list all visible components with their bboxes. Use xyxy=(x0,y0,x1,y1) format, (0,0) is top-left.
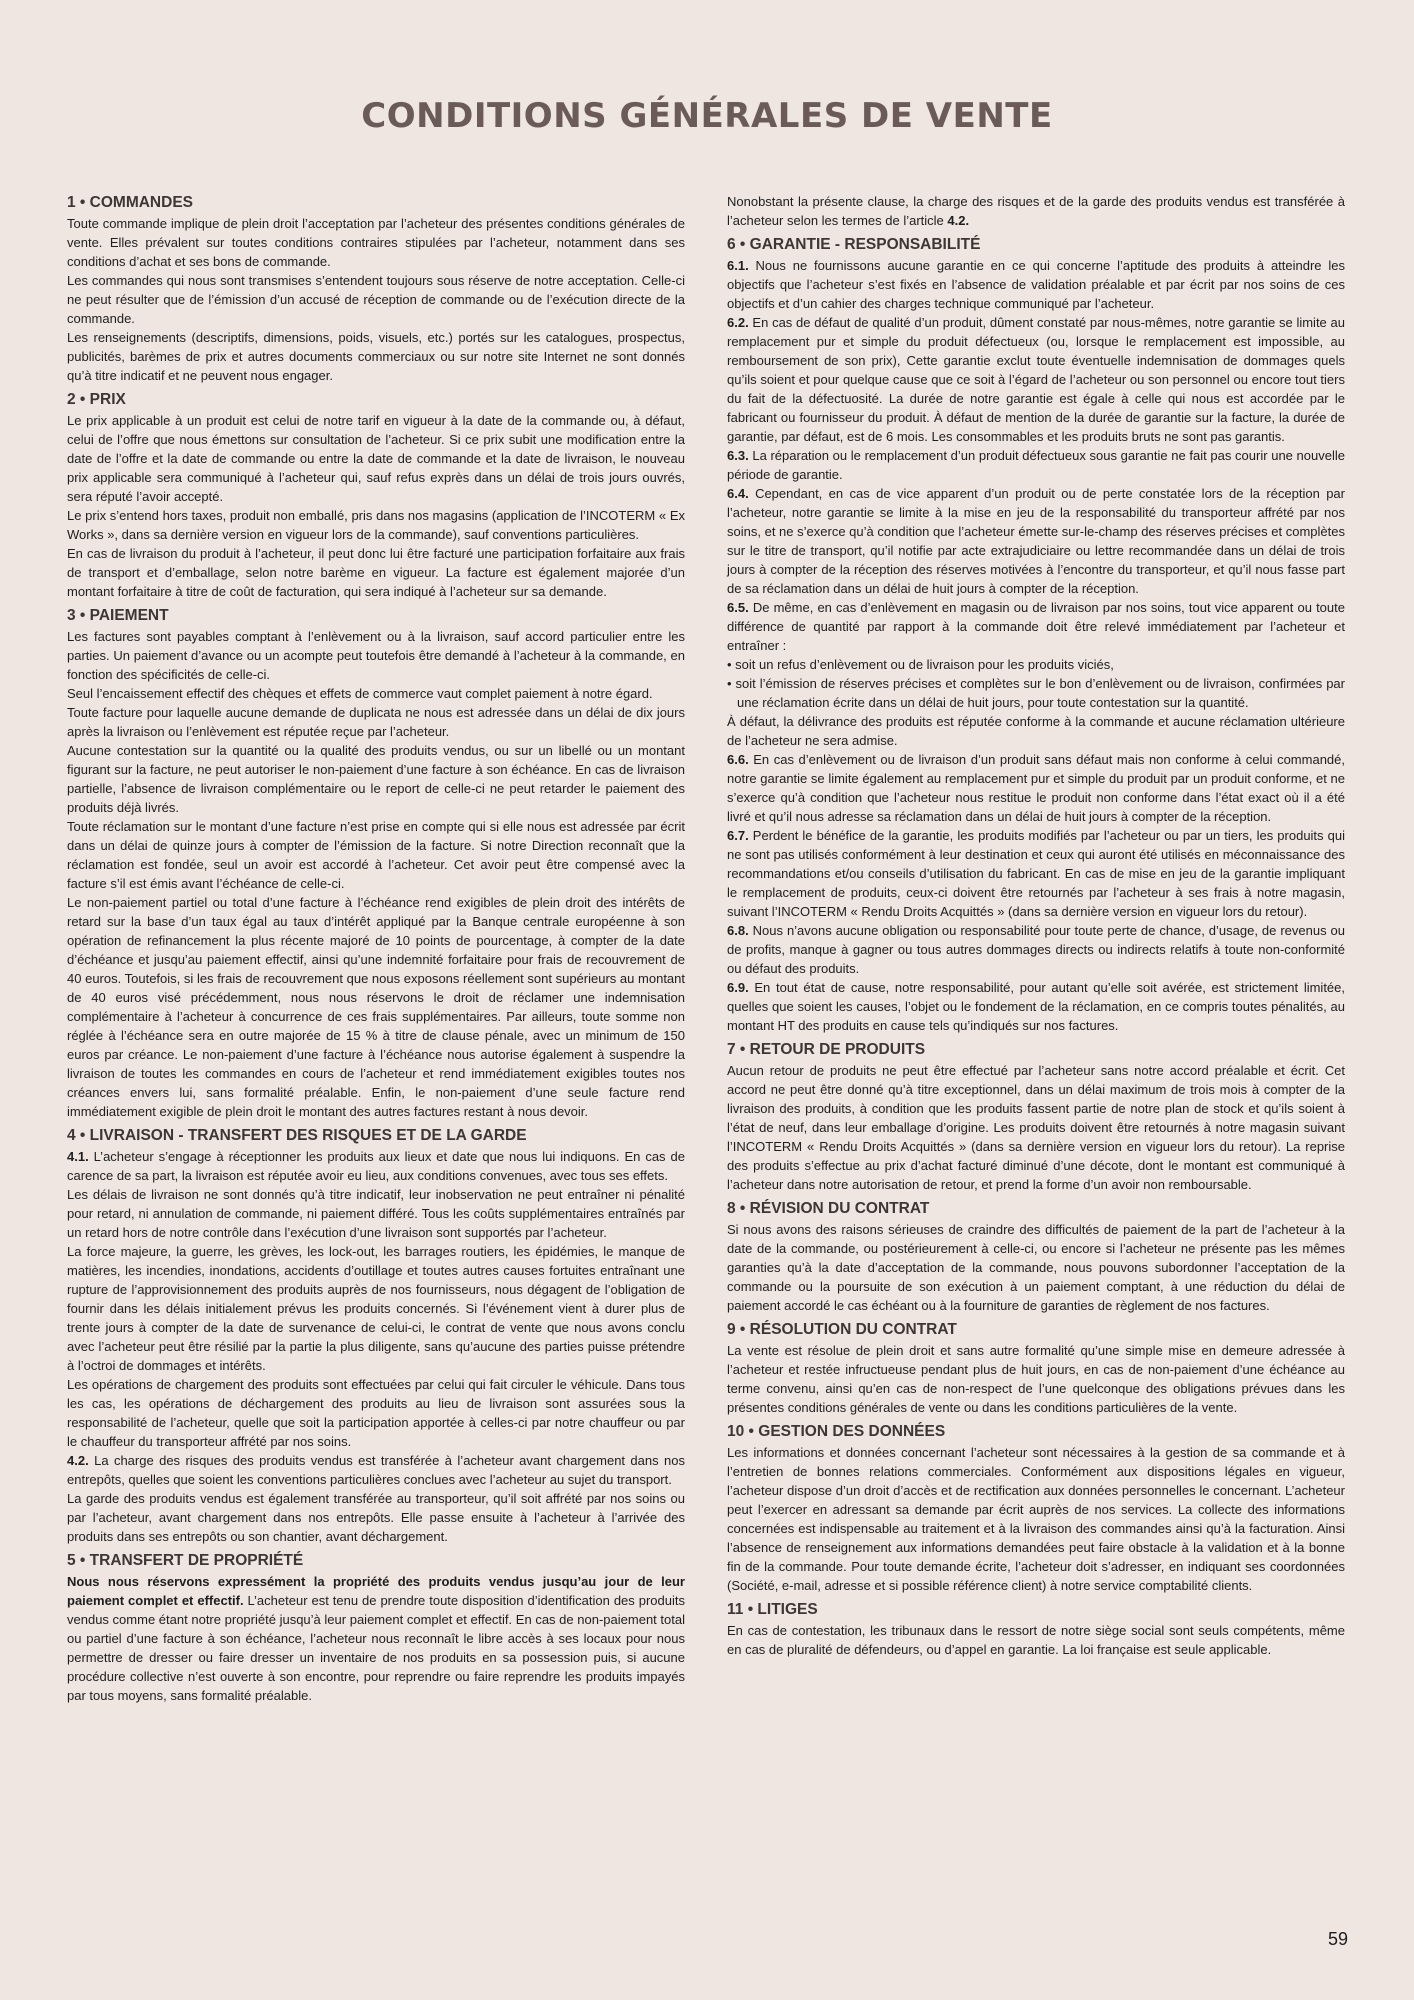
paragraph xyxy=(67,1451,685,1489)
paragraph: À défaut, la délivrance des produits est réputée conforme à la commande et aucune réclamation ultérieure de l’acheteur ne sera admise. xyxy=(727,714,1345,748)
clause-number: 6.3. xyxy=(727,448,749,463)
clause-text: Nous ne fournissons aucune garantie en ce qui concerne l’aptitude des produits à atteindre les objectifs que l’acheteur s’est fixés en l’absence de validation préalable et par écrit par nos soins de ces objectifs et d’un cahier des charges technique communiqué par l’acheteur. xyxy=(727,258,1345,311)
paragraph: Les opérations de chargement des produits sont effectuées par celui qui fait circuler le véhicule. Dans tous les cas, les opérations de déchargement des produits au lieu de livraison sont assurées sous la responsabilité de l’acheteur, quelle que soit la participation apportée à celles-ci par notre chauffeur ou par le chauffeur du transporteur affrété par nos soins. xyxy=(67,1377,685,1449)
clause-text: La charge des risques des produits vendus est transférée à l’acheteur avant chargement dans nos entrepôts, quelles que soient les conventions particulières conclues avec l’acheteur au sujet du transport. xyxy=(67,1453,685,1487)
section-heading-prix: 2 • PRIX xyxy=(67,391,126,408)
paragraph: Les délais de livraison ne sont donnés qu’à titre indicatif, leur inobservation ne peut entraîner ni pénalité pour retard, ni annulation de commande, ni paiement différé. Tous les coûts supplémentaires entraînés par un retard hors de notre contrôle dans l’exécution d’une livraison sont supportés par l’acheteur. xyxy=(67,1187,685,1240)
clause-number: 6.1. xyxy=(727,258,749,273)
page-title: CONDITIONS GÉNÉRALES DE VENTE xyxy=(361,96,1053,136)
clause-text: L’acheteur est tenu de prendre toute disposition d’identification des produits vendus comme étant notre propriété jusqu’à leur paiement complet et effectif. En cas de non-paiement total ou partiel d’une facture à son échéance, l’acheteur nous reconnaît le libre accès à ses locaux pour nous permettre de dresser ou faire dresser un inventaire de nos produits en sa possession puis, si aucune procédure collective n’est ouverte à son encontre, pour reprendre ou faire reprendre les produits impayés par tous moyens, sans formalité préalable. xyxy=(67,1593,685,1703)
paragraph xyxy=(727,446,1345,484)
clause-number: 4.1. xyxy=(67,1149,89,1164)
clause-text: Cependant, en cas de vice apparent d’un produit ou de perte constatée lors de la réception par l’acheteur, notre garantie se limite à la mise en jeu de la responsabilité du transporteur affrété par nos soins, et ne s’exerce qu’à condition que l’acheteur émette sur-le-champ des réserves précises et complètes sur le titre de transport, qu’il notifie par acte extrajudiciaire ou lettre recommandée dans un délai de trois jours à compter de la réception des réserves motivées à l’encontre du transporteur, et qu’il nous fasse part de sa réclamation dans un délai de huit jours à compter de la réception. xyxy=(727,486,1345,596)
list-item: • soit l’émission de réserves précises et complètes sur le bon d’enlèvement ou de livraison, confirmées par une réclamation écrite dans un délai de huit jours, pour toute contestation sur la quantité. xyxy=(727,676,1345,710)
paragraph: La force majeure, la guerre, les grèves, les lock-out, les barrages routiers, les épidémies, le manque de matières, les incendies, inondations, accidents d’outillage et toutes autres causes fortuites entraînant une rupture de l’approvisionnement des produits auprès de nos fournisseurs, nous dégagent de l’obligation de fournir dans les délais initialement prévus les produits concernés. Si l’événement vient à durer plus de trente jours à compter de la date de survenance de celui-ci, le contrat de vente que nous avons conclu avec l’acheteur peut être résilié par la partie la plus diligente, sans qu’aucune des parties puisse prétendre à l’octroi de dommages et intérêts. xyxy=(67,1244,685,1373)
paragraph: Le prix s’entend hors taxes, produit non emballé, pris dans nos magasins (application de l’INCOTERM « Ex Works », dans sa dernière version en vigueur lors de la commande), sauf conventions particulières. xyxy=(67,508,685,542)
clause-text: En tout état de cause, notre responsabilité, pour autant qu’elle soit avérée, est strictement limitée, quelles que soient les causes, l’objet ou le fondement de la réclamation, en ce compris toutes pénalités, au montant HT des produits en cause tels qu’indiqués sur nos factures. xyxy=(727,980,1345,1033)
paragraph: Aucune contestation sur la quantité ou la qualité des produits vendus, ou sur un libellé ou un montant figurant sur la facture, ne peut autoriser le non-paiement d’une facture à son échéance. En cas de livraison partielle, l’absence de livraison complémentaire ou le report de celle-ci ne peut retarder le paiement des produits déjà livrés. xyxy=(67,743,685,815)
clause-number: 4.2. xyxy=(67,1453,89,1468)
clause-number: 6.5. xyxy=(727,600,749,615)
section-heading-transfert-propriete: 5 • TRANSFERT DE PROPRIÉTÉ xyxy=(67,1552,304,1569)
section-heading-paiement: 3 • PAIEMENT xyxy=(67,607,169,624)
section-heading-litiges: 11 • LITIGES xyxy=(727,1601,818,1618)
paragraph xyxy=(727,921,1345,978)
clause-text: En cas d’enlèvement ou de livraison d’un produit sans défaut mais non conforme à celui commandé, notre garantie se limite également au remplacement pur et simple du produit par un produit conforme, et ne s’exerce qu’à condition que l’acheteur nous restitue le produit non conforme dans l’état exact où il a été livré et qu’il nous adresse sa réclamation dans un délai de huit jours à compter de la réception. xyxy=(727,752,1345,824)
clause-text: De même, en cas d’enlèvement en magasin ou de livraison par nos soins, tout vice apparent ou toute différence de quantité par rapport à la commande doit être relevé immédiatement par l’acheteur et entraîner : xyxy=(727,600,1345,653)
clause-text: Nous n’avons aucune obligation ou responsabilité pour toute perte de chance, d’usage, de revenus ou de profits, manque à gagner ou tous autres dommages directs ou indirects relatifs à toute non-conformité ou défaut des produits. xyxy=(727,923,1345,976)
clause-number: 6.4. xyxy=(727,486,749,501)
paragraph: Toute réclamation sur le montant d’une facture n’est prise en compte qui si elle nous est adressée par écrit dans un délai de quinze jours à compter de l’émission de la facture. Si notre Direction reconnaît que la réclamation est fondée, seul un avoir est accordé à l’acheteur. Cet avoir peut être compensé avec la facture s’il est émis avant l’échéance de celle-ci. xyxy=(67,819,685,891)
paragraph: La garde des produits vendus est également transférée au transporteur, qu’il soit affrété par nos soins ou par l’acheteur, avant chargement dans nos entrepôts. Elle passe ensuite à l’acheteur à l’arrivée des produits dans ses entrepôts ou son chantier, avant déchargement. xyxy=(67,1491,685,1544)
paragraph: La vente est résolue de plein droit et sans autre formalité qu’une simple mise en demeure adressée à l’acheteur et restée infructueuse pendant plus de huit jours, en cas de non-paiement d’une échéance au terme convenu, ainsi qu’en cas de non-respect de l’une quelconque des obligations prévues dans les présentes conditions générales de vente ou dans les conditions particulières de la vente. xyxy=(727,1343,1345,1415)
paragraph: Toute facture pour laquelle aucune demande de duplicata ne nous est adressée dans un délai de dix jours après la livraison ou l’enlèvement est réputée reçue par l’acheteur. xyxy=(67,705,685,739)
clause-text: Nonobstant la présente clause, la charge des risques et de la garde des produits vendus est transférée à l’acheteur selon les termes de l’article xyxy=(727,194,1345,228)
paragraph xyxy=(727,750,1345,826)
section-heading-livraison: 4 • LIVRAISON - TRANSFERT DES RISQUES ET DE LA GARDE xyxy=(67,1127,527,1144)
paragraph: Toute commande implique de plein droit l’acceptation par l’acheteur des présentes conditions générales de vente. Elles prévalent sur toutes conditions contraires stipulées par l’acheteur, notamment dans ses conditions d’achat et ses bons de commande. xyxy=(67,216,685,269)
paragraph xyxy=(727,598,1345,655)
clause-text: La réparation ou le remplacement d’un produit défectueux sous garantie ne fait pas courir une nouvelle période de garantie. xyxy=(727,448,1345,482)
paragraph xyxy=(727,313,1345,446)
paragraph xyxy=(727,826,1345,921)
paragraph xyxy=(727,978,1345,1035)
section-heading-garantie: 6 • GARANTIE - RESPONSABILITÉ xyxy=(727,236,981,253)
bold-statement: Nous nous réservons expressément la propriété des produits vendus jusqu’au jour de leur paiement complet et effectif. xyxy=(67,1574,685,1608)
section-heading-revision: 8 • RÉVISION DU CONTRAT xyxy=(727,1200,930,1217)
list-item: • soit un refus d’enlèvement ou de livraison pour les produits viciés, xyxy=(727,657,1114,672)
paragraph xyxy=(727,256,1345,313)
paragraph xyxy=(67,1572,685,1705)
paragraph xyxy=(67,1147,685,1185)
paragraph: Le prix applicable à un produit est celui de notre tarif en vigueur à la date de la commande ou, à défaut, celui de l’offre que nous émettons sur consultation de l’acheteur. Si ce prix subit une modification entre la date de l’offre et la date de commande ou entre la date de commande et la date de livraison, le nouveau prix applicable sera communiqué à l’acheteur qui, sauf refus exprès dans un délai de trois jours ouvrés, sera réputé l’avoir accepté. xyxy=(67,413,685,504)
right-column xyxy=(727,192,1345,1659)
clause-text: Perdent le bénéfice de la garantie, les produits modifiés par l’acheteur ou par un tiers, les produits qui ne sont pas utilisés conformément à leur destination et ceux qui auront été utilisés en méconnaissance des recommandations et/ou conseils d’utilisation du fabricant. En cas de mise en jeu de la garantie impliquant le remplacement de produits, ceux-ci doivent être retournés par l’acheteur à ses frais à notre magasin, suivant l’INCOTERM « Rendu Droits Acquittés » (dans sa dernière version en vigueur lors du retour). xyxy=(727,828,1345,919)
paragraph: Les commandes qui nous sont transmises s’entendent toujours sous réserve de notre acceptation. Celle-ci ne peut résulter que de l’émission d’un accusé de réception de commande ou de l’exécution directe de la commande. xyxy=(67,273,685,326)
clause-number: 6.9. xyxy=(727,980,749,995)
clause-number: 6.8. xyxy=(727,923,749,938)
paragraph: Aucun retour de produits ne peut être effectué par l’acheteur sans notre accord préalable et écrit. Cet accord ne peut être donné qu’à titre exceptionnel, dans un délai maximum de trois mois à compter de la livraison des produits, à condition que les produits fassent partie de notre plan de stock et qu’ils soient à l’état de neuf, dans leur emballage d’origine. Les produits doivent être retournés à notre magasin suivant l’INCOTERM « Rendu Droits Acquittés » (dans sa dernière version en vigueur lors du retour). La reprise des produits s’effectue au prix d’achat facturé diminué d’une décote, dont le montant est communiqué à l’acheteur dans notre autorisation de retour, et prend la forme d’un avoir non remboursable. xyxy=(727,1063,1345,1192)
bullet-list xyxy=(727,655,1345,712)
paragraph: En cas de contestation, les tribunaux dans le ressort de notre siège social sont seuls compétents, même en cas de pluralité de défendeurs, ou d’appel en garantie. La loi française est seule applicable. xyxy=(727,1623,1345,1657)
clause-number: 6.6. xyxy=(727,752,749,767)
page-number: 59 xyxy=(1327,1929,1348,1949)
clause-text: L’acheteur s’engage à réceptionner les produits aux lieux et date que nous lui indiquons. En cas de carence de sa part, la livraison est réputée avoir eu lieu, aux conditions convenues, avec tous ses effets. xyxy=(67,1149,685,1183)
paragraph: Les informations et données concernant l’acheteur sont nécessaires à la gestion de sa commande et à l’entretien de bonnes relations commerciales. Conformément aux dispositions légales en vigueur, l’acheteur dispose d’un droit d’accès et de rectification aux données personnelles le concernant. L’acheteur peut l’exercer en adressant sa demande par écrit auprès de nos services. La collecte des informations concernées est indispensable au traitement et à la livraison des commandes ainsi qu’à la facturation. Ainsi l’absence de renseignement aux informations demandées peut faire obstacle à la validation et à la bonne fin de la commande. Pour toute demande écrite, l’acheteur doit s’adresser, en indiquant ses coordonnées (Société, e-mail, adresse et si possible référence client) à notre service comptabilité clients. xyxy=(727,1445,1345,1593)
paragraph xyxy=(727,484,1345,598)
paragraph: Seul l’encaissement effectif des chèques et effets de commerce vaut complet paiement à notre égard. xyxy=(67,686,653,701)
clause-number: 6.7. xyxy=(727,828,749,843)
article-reference: 4.2. xyxy=(947,213,970,228)
section-heading-commandes: 1 • COMMANDES xyxy=(67,194,193,211)
left-column xyxy=(67,192,685,1705)
paragraph: Si nous avons des raisons sérieuses de craindre des difficultés de paiement de la part de l’acheteur à la date de la commande, ou postérieurement à celle-ci, ou encore si l’acheteur ne présente pas les mêmes garanties qu’à la date d’acceptation de la commande, nous pouvons subordonner l’acceptation de la commande ou la poursuite de son exécution à un paiement comptant, à une réduction du délai de paiement accordé le cas échéant ou à la fourniture de garanties de règlement de nos factures. xyxy=(727,1222,1345,1313)
section-heading-retour: 7 • RETOUR DE PRODUITS xyxy=(727,1041,926,1058)
paragraph xyxy=(727,192,1345,230)
clause-text: En cas de défaut de qualité d’un produit, dûment constaté par nous-mêmes, notre garantie se limite au remplacement pur et simple du produit défectueux (ou, lorsque le remplacement est impossible, au remboursement de son prix), Cette garantie exclut toute éventuelle indemnisation de dommages quels qu’ils soient et pour quelque cause que ce soit à l’égard de l’acheteur ou son personnel ou encore tout tiers du fait de la défectuosité. La durée de notre garantie est égale à celle qui nous est accordée par le fabricant ou fournisseur du produit. À défaut de mention de la durée de garantie sur la facture, la durée de garantie, par défaut, est de 6 mois. Les consommables et les produits bruts ne sont pas garantis. xyxy=(727,315,1345,444)
section-heading-donnees: 10 • GESTION DES DONNÉES xyxy=(727,1423,946,1440)
paragraph: Le non-paiement partiel ou total d’une facture à l’échéance rend exigibles de plein droit des intérêts de retard sur la base d’un taux égal au taux d’intérêt appliqué par la Banque centrale européenne à son opération de refinancement la plus récente majoré de 10 points de pourcentage, à compter de la date d’échéance et jusqu’au paiement effectif, ainsi qu’une indemnité forfaitaire pour frais de recouvrement de 40 euros. Toutefois, si les frais de recouvrement que nous exposons réellement sont supérieurs au montant de 40 euros visé précédemment, nous nous réservons le droit de réclamer une indemnisation complémentaire à l’acheteur à concurrence de ces frais supplémentaires. Par ailleurs, toute somme non réglée à l’échéance sera en outre majorée de 15 % à titre de clause pénale, avec un minimum de 150 euros par créance. Le non-paiement d’une facture à l’échéance nous autorise également à suspendre la livraison de toutes les commandes en cours de l’acheteur et rend immédiatement exigibles toutes nos créances envers lui, sans formalité préalable. Enfin, le non-paiement d’une seule facture rend immédiatement exigible de plein droit le montant des autres factures restant à nous devoir. xyxy=(67,895,685,1119)
section-heading-resolution: 9 • RÉSOLUTION DU CONTRAT xyxy=(727,1321,957,1338)
clause-number: 6.2. xyxy=(727,315,749,330)
paragraph: Les factures sont payables comptant à l’enlèvement ou à la livraison, sauf accord particulier entre les parties. Un paiement d’avance ou un acompte peut toutefois être demandé à l’acheteur à la commande, en fonction des spécificités de celle-ci. xyxy=(67,629,685,682)
paragraph: Les renseignements (descriptifs, dimensions, poids, visuels, etc.) portés sur les catalogues, prospectus, publicités, barèmes de prix et autres documents commerciaux ou sur notre site Internet ne sont donnés qu’à titre indicatif et ne peuvent nous engager. xyxy=(67,330,685,383)
paragraph: En cas de livraison du produit à l’acheteur, il peut donc lui être facturé une participation forfaitaire aux frais de transport et d’emballage, selon notre barème en vigueur. La facture est également majorée d’un montant forfaitaire à titre de coût de facturation, qui sera indiqué à l’acheteur sur sa demande. xyxy=(67,546,685,599)
